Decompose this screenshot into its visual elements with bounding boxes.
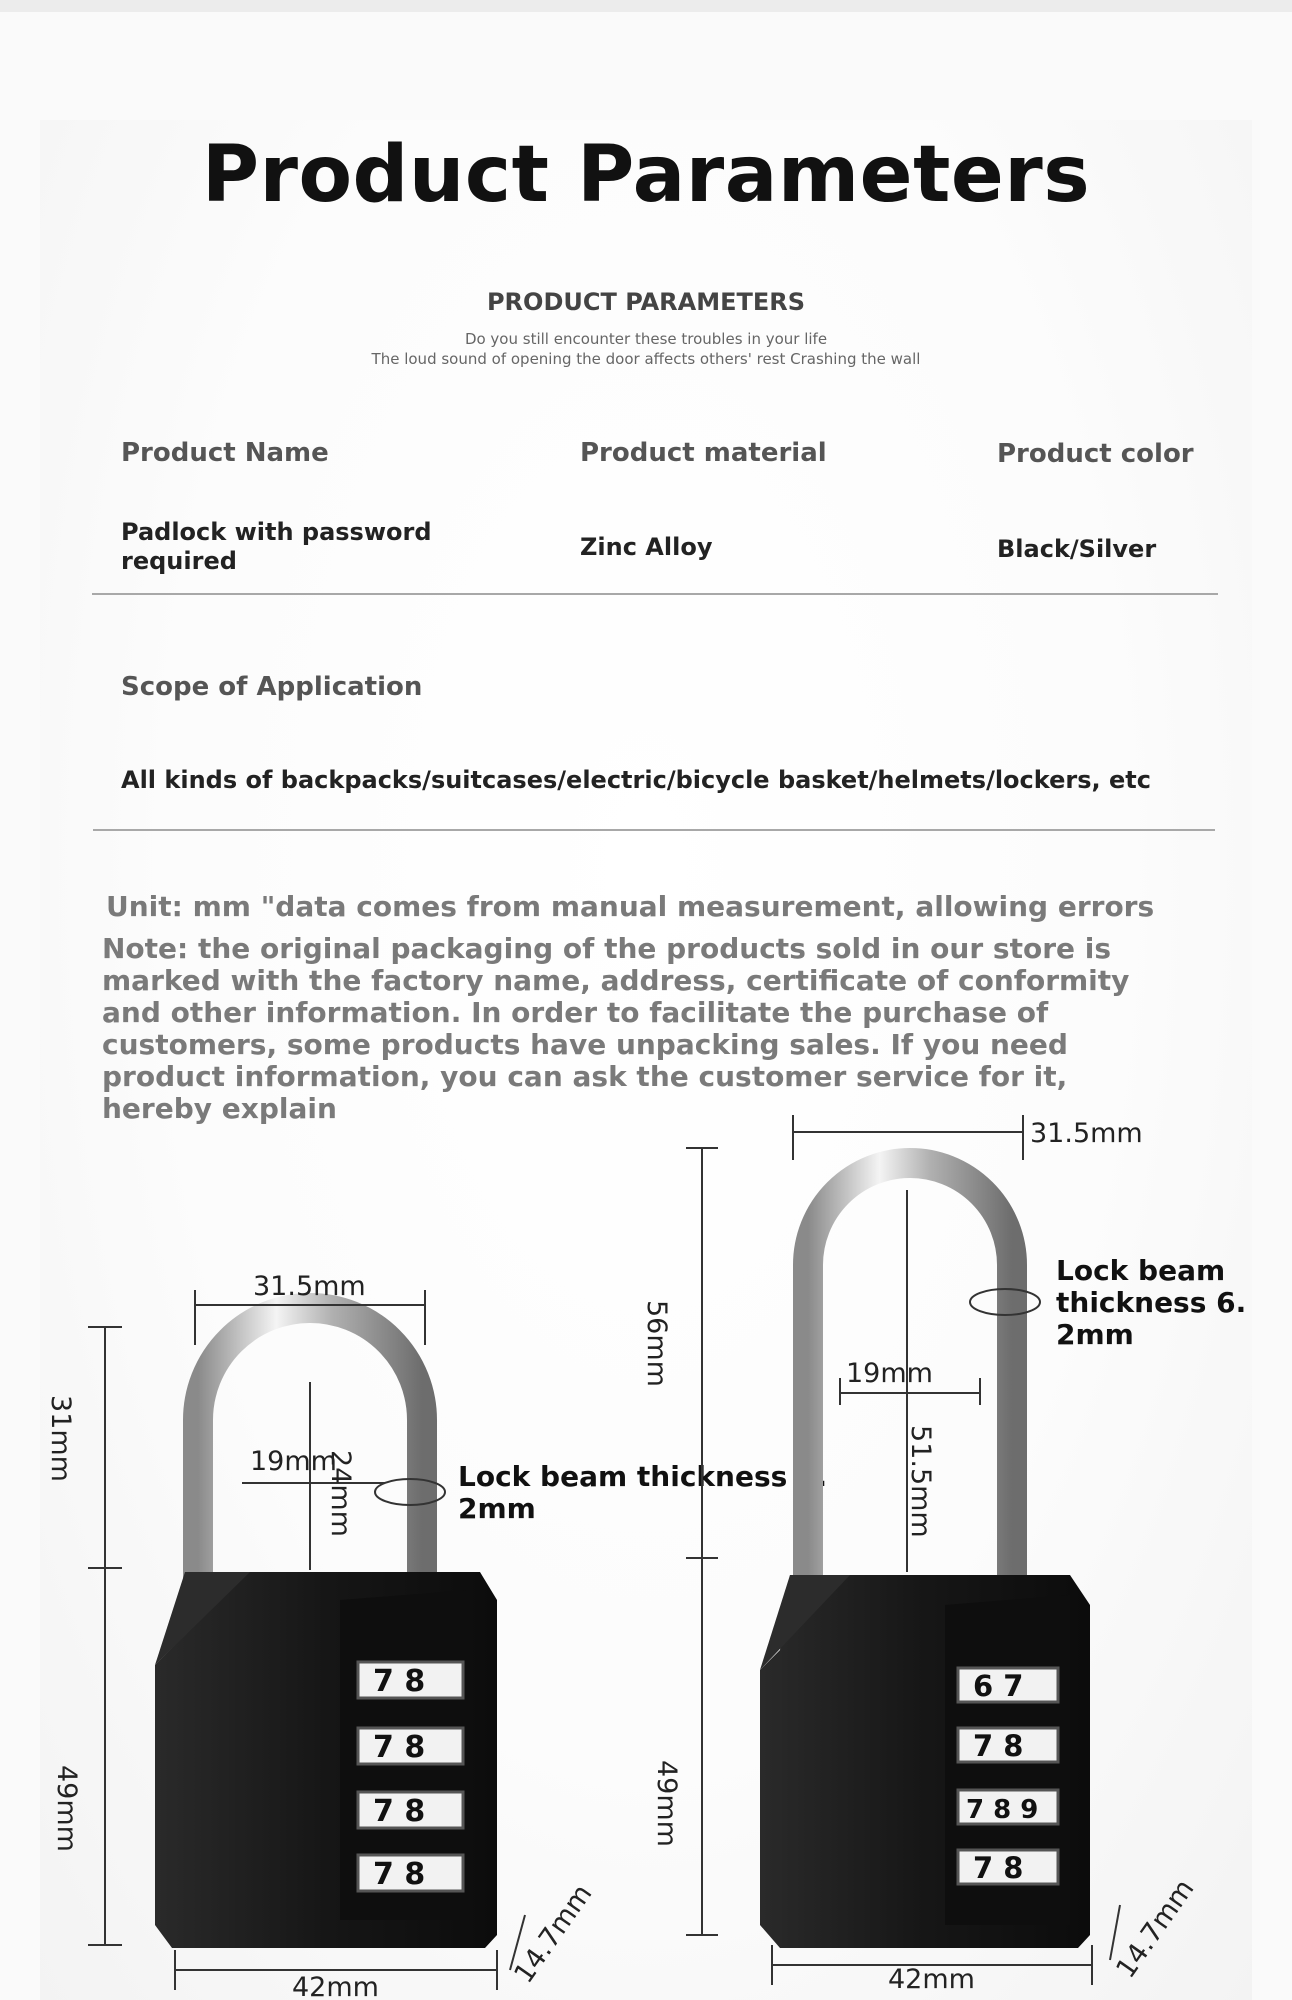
long-dial-1[interactable] (958, 1668, 1058, 1703)
long-padlock (641, 1115, 1246, 1995)
long-beam-line-2: thickness 6. (1056, 1286, 1247, 1319)
long-shackle-width: 31.5mm (1030, 1118, 1143, 1149)
svg-text:7 8: 7 8 (973, 1851, 1024, 1885)
short-dial-2[interactable] (358, 1728, 463, 1765)
long-shackle-height: 56mm (641, 1300, 672, 1387)
svg-text:6 7: 6 7 (973, 1669, 1024, 1703)
svg-text:7 8: 7 8 (373, 1794, 426, 1829)
svg-text:7 8: 7 8 (373, 1664, 426, 1699)
table-divider-1 (92, 593, 1218, 595)
product-color-value: Black/Silver (997, 535, 1157, 563)
short-depth: 14.7mm (508, 1878, 599, 1990)
unit-note: Unit: mm "data comes from manual measurement, allowing errors (106, 890, 1155, 923)
svg-text:7 8: 7 8 (973, 1729, 1024, 1763)
product-color-label: Product color (997, 439, 1194, 469)
product-name-value: Padlock with password required (121, 518, 432, 575)
short-dial-3[interactable] (358, 1792, 463, 1829)
short-dial-4[interactable] (358, 1855, 463, 1892)
short-dial-1[interactable] (358, 1662, 463, 1699)
svg-text:7 8: 7 8 (373, 1857, 426, 1892)
long-inner-width: 19mm (846, 1358, 933, 1389)
short-shackle-width: 31.5mm (253, 1271, 366, 1302)
long-dial-3[interactable] (958, 1790, 1058, 1825)
product-name-label: Product Name (121, 438, 329, 468)
packaging-note: Note: the original packaging of the products sold in our store is marked with the factory name, address, certificate of conformity and other information. In order to facilitate the purchase of customers, some products have unpacking sales. If you need product information, you can ask the customer service for it, hereby explain (102, 932, 1130, 1125)
table-divider-2 (93, 829, 1215, 831)
short-beam-line-1: Lock beam thickness 6. (458, 1460, 828, 1493)
long-dial-2[interactable] (958, 1728, 1058, 1763)
short-inner-width: 19mm (250, 1446, 337, 1477)
subtitle-line-2: The loud sound of opening the door affects others' rest Crashing the wall (371, 350, 921, 368)
long-body-width: 42mm (888, 1964, 975, 1995)
long-beam-line-3: 2mm (1056, 1318, 1134, 1351)
short-body-height: 49mm (51, 1765, 82, 1852)
svg-text:7 8: 7 8 (373, 1730, 426, 1765)
subtitle-line-1: Do you still encounter these troubles in your life (464, 330, 828, 348)
short-inner-height: 24mm (325, 1450, 356, 1537)
scope-value: All kinds of backpacks/suitcases/electric/bicycle basket/helmets/lockers, etc (121, 766, 1151, 794)
short-padlock (45, 1271, 827, 2000)
padlock-diagram (0, 1100, 1292, 2000)
product-material-value: Zinc Alloy (580, 533, 713, 561)
long-dial-4[interactable] (958, 1850, 1058, 1885)
long-beam-line-1: Lock beam (1056, 1254, 1226, 1287)
scope-label: Scope of Application (121, 672, 423, 702)
long-depth: 14.7mm (1110, 1873, 1201, 1985)
short-body-width: 42mm (292, 1972, 379, 2000)
page-title: Product Parameters (201, 130, 1091, 220)
short-beam-line-2: 2mm (458, 1492, 536, 1525)
section-subtitle: PRODUCT PARAMETERS (486, 288, 806, 316)
top-bar (0, 0, 1292, 12)
long-inner-height: 51.5mm (905, 1425, 936, 1538)
svg-text:7 8 9: 7 8 9 (966, 1795, 1039, 1825)
product-material-label: Product material (580, 438, 827, 468)
short-shackle-height: 31mm (45, 1395, 76, 1482)
long-body-height: 49mm (651, 1760, 682, 1847)
